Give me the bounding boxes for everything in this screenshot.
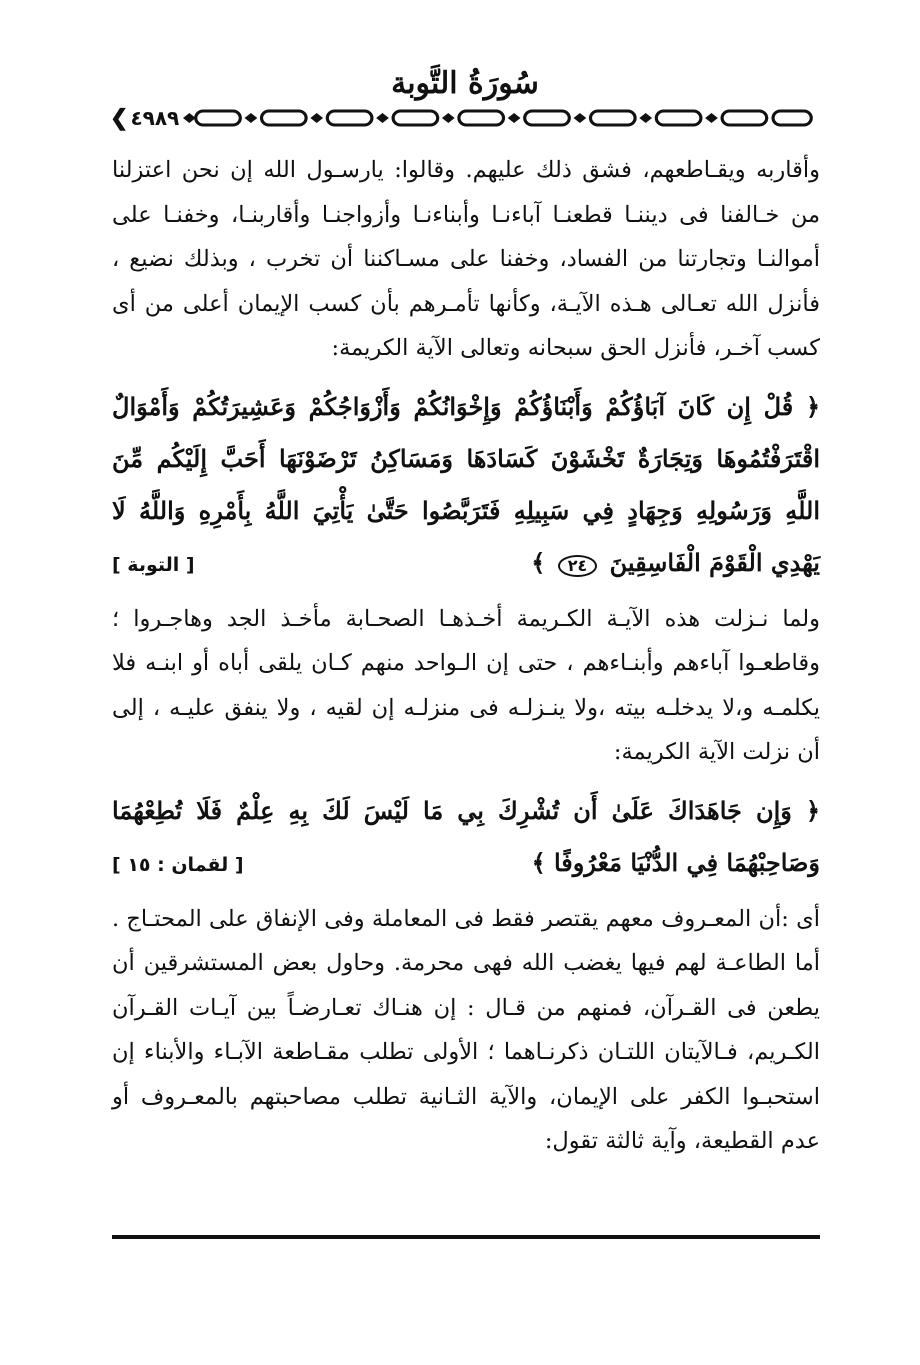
bottom-rule: [112, 1235, 820, 1239]
paragraph-2: ولما نـزلت هذه الآيـة الكـريمة أخـذهـا الصحـابة مأخـذ الجد وهاجـروا ؛ وقاطعـوا آباءهم وأبنـاءهم ، حتى إن الـواحد منهم كـان يلقى أباه أو ابنـه فلا يكلمـه و،لا يدخلـه بيته ،ولا ينـزلـه فى منزلـه إن لقيه ، ولا ينفق عليـه ، إلى أن نزلت الآية الكريمة:: [112, 605, 820, 765]
verse-close-bracket: ﴾: [531, 547, 546, 577]
verse-open-bracket: ﴿: [805, 795, 820, 825]
verse-text: وَإِن جَاهَدَاكَ عَلَىٰ أَن تُشْرِكَ بِي مَا لَيْسَ لَكَ بِهِ عِلْمٌ فَلَا تُطِعْهُمَا وَصَاحِبْهُمَا فِي الدُّنْيَا مَعْرُوفًا: [112, 795, 820, 877]
verse-open-bracket: ﴿: [805, 391, 821, 421]
page-number: ٤٩٨٩: [130, 106, 180, 130]
quran-verse-luqman-15: [112, 785, 820, 889]
chain-ornament-icon: [183, 106, 820, 130]
sura-title: سُورَةُ التَّوبة: [391, 66, 539, 101]
quran-verse-tawba-24: [112, 381, 820, 589]
paragraph-1: وأقاربه ويقـاطعهم، فشق ذلك عليهم. وقالوا: يارسـول الله إن نحن اعتزلنا من خـالفنا فى ديننـا قطعنـا آباءنـا وأبناءنـا وأزواجنـا وأقاربنـا، وخفنـا على أموالنـا وتجارتنا من الفساد، وخفنا على مسـاكننا أن تخرب ، وبذلك نضيع ، فأنزل الله تعـالى هـذه الآيـة، وكأنها تأمـرهم بأن كسب الإيمان أعلى من أى كسب آخـر، فأنزل الحق سبحانه وتعالى الآية الكريمة:: [112, 157, 820, 361]
ayah-number-badge: ٢٤: [558, 555, 598, 577]
verse-text: قُلْ إِن كَانَ آبَاؤُكُمْ وَأَبْنَاؤُكُمْ وَإِخْوَانُكُمْ وَأَزْوَاجُكُمْ وَعَشِيرَتُكُمْ وَأَمْوَالٌ اقْتَرَفْتُمُوهَا وَتِجَارَةٌ تَخْشَوْنَ كَسَادَهَا وَمَسَاكِنُ تَرْضَوْنَهَا أَحَبَّ إِلَيْكُم مِّنَ اللَّهِ وَرَسُولِهِ وَجِهَادٍ فِي سَبِيلِهِ فَتَرَبَّصُوا حَتَّىٰ يَأْتِيَ اللَّهُ بِأَمْرِهِ وَاللَّهُ لَا يَهْدِي الْقَوْمَ الْفَاسِقِينَ: [112, 391, 820, 577]
header-ornament: [110, 106, 820, 130]
ornament-arrow-icon: ❮: [110, 105, 129, 131]
paragraph-3: أى :أن المعـروف معهم يقتصر فقط فى المعاملة وفى الإنفاق على المحتـاج . أما الطاعـة لهم فيها يغضب الله فهى محرمة. وحاول بعض المستشرقين أن يطعن فى القـرآن، فمنهم من قـال : إن هنـاك تعـارضـاً بين آيـات القـرآن الكـريم، فـالآيتان اللتـان ذكرنـاهما ؛ الأولى تطلب مقـاطعة الآبـاء والأبناء إن استحبـوا الكفر على الإيمان، والآية الثـانية تطلب مصاحبتهم بالمعـروف أو عدم القطيعة، وآية ثالثة تقول:: [112, 905, 820, 1154]
page-header: [110, 62, 820, 137]
verse-reference: [ لقمان : ١٥ ]: [112, 853, 244, 876]
page-content: [112, 148, 820, 1164]
verse-reference: [ التوبة ]: [112, 553, 195, 576]
verse-close-bracket: ﴾: [531, 847, 546, 877]
